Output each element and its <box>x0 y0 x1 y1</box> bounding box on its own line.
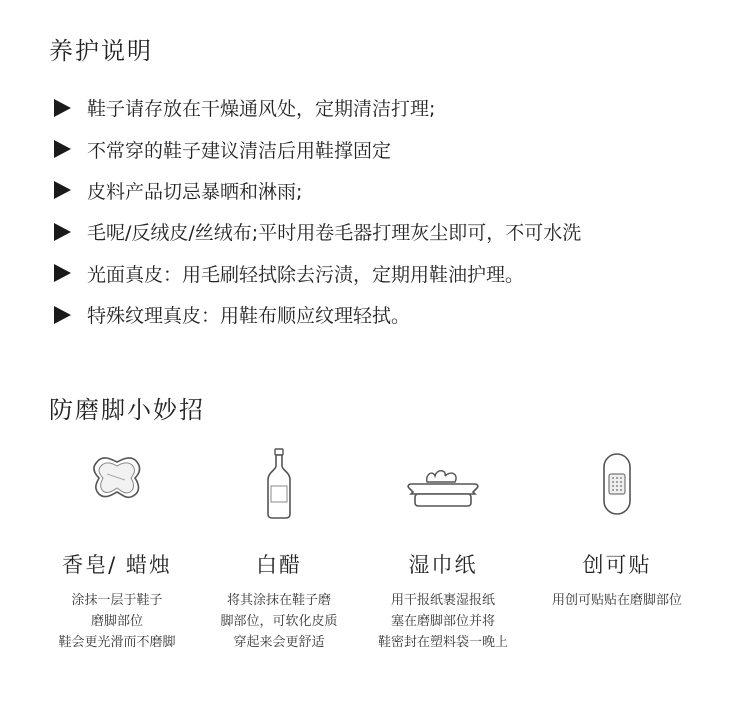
triangle-bullet-icon <box>54 223 71 241</box>
care-item-text: 毛呢/反绒皮/丝绒布;平时用卷毛器打理灰尘即可，不可水洗 <box>87 222 582 245</box>
tip-description <box>184 590 374 653</box>
care-list <box>54 87 581 335</box>
tip-desc-line: 塞在磨脚部位并将 <box>390 614 495 629</box>
tip-desc-line: 将其涂抹在鞋子磨 <box>226 593 331 608</box>
tip-title: 创可贴 <box>582 553 652 577</box>
care-item-text: 皮料产品切忌暴晒和淋雨; <box>87 180 303 203</box>
tips-title: 防磨脚小妙招 <box>49 396 205 424</box>
care-item <box>54 253 581 294</box>
tip-desc-line: 用创可贴贴在磨脚部位 <box>551 593 682 608</box>
care-item-text: 鞋子请存放在干燥通风处，定期清洁打理; <box>87 98 436 121</box>
triangle-bullet-icon <box>54 264 71 282</box>
soap-icon <box>87 448 147 504</box>
vinegar-bottle-icon <box>264 448 294 520</box>
tip-desc-line: 穿起来会更舒适 <box>233 635 325 650</box>
wet-tissue-icon <box>405 462 481 512</box>
triangle-bullet-icon <box>54 306 71 324</box>
tip-bandage <box>522 448 712 678</box>
tip-desc-line: 涂抹一层于鞋子 <box>71 593 163 608</box>
care-item-text: 特殊纹理真皮：用鞋布顺应纹理轻拭。 <box>87 305 411 328</box>
tip-wet-tissue <box>348 448 538 678</box>
tip-title: 白醋 <box>256 553 302 577</box>
bandage-icon <box>601 452 633 516</box>
tip-desc-line: 鞋会更光滑而不磨脚 <box>58 635 176 650</box>
care-title: 养护说明 <box>49 37 153 65</box>
tip-desc-line: 脚部位，可软化皮质 <box>220 614 338 629</box>
tips-grid <box>0 448 750 678</box>
triangle-bullet-icon <box>54 99 71 117</box>
tip-desc-line: 磨脚部位 <box>90 614 143 629</box>
tip-title: 湿巾纸 <box>408 553 478 577</box>
care-item <box>54 170 581 211</box>
tip-description <box>348 590 538 653</box>
care-item <box>54 87 581 128</box>
tip-description <box>522 590 712 611</box>
tip-vinegar <box>184 448 374 678</box>
tip-desc-line: 用干报纸裹湿报纸 <box>390 593 495 608</box>
care-item-text: 光面真皮：用毛刷轻拭除去污渍，定期用鞋油护理。 <box>87 263 525 286</box>
care-item <box>54 294 581 335</box>
triangle-bullet-icon <box>54 181 71 199</box>
care-item <box>54 128 581 169</box>
triangle-bullet-icon <box>54 140 71 158</box>
tip-title: 香皂/ 蜡烛 <box>62 553 172 577</box>
care-item-text: 不常穿的鞋子建议清洁后用鞋撑固定 <box>87 139 392 162</box>
tip-desc-line: 鞋密封在塑料袋一晚上 <box>377 635 508 650</box>
care-item <box>54 211 581 252</box>
